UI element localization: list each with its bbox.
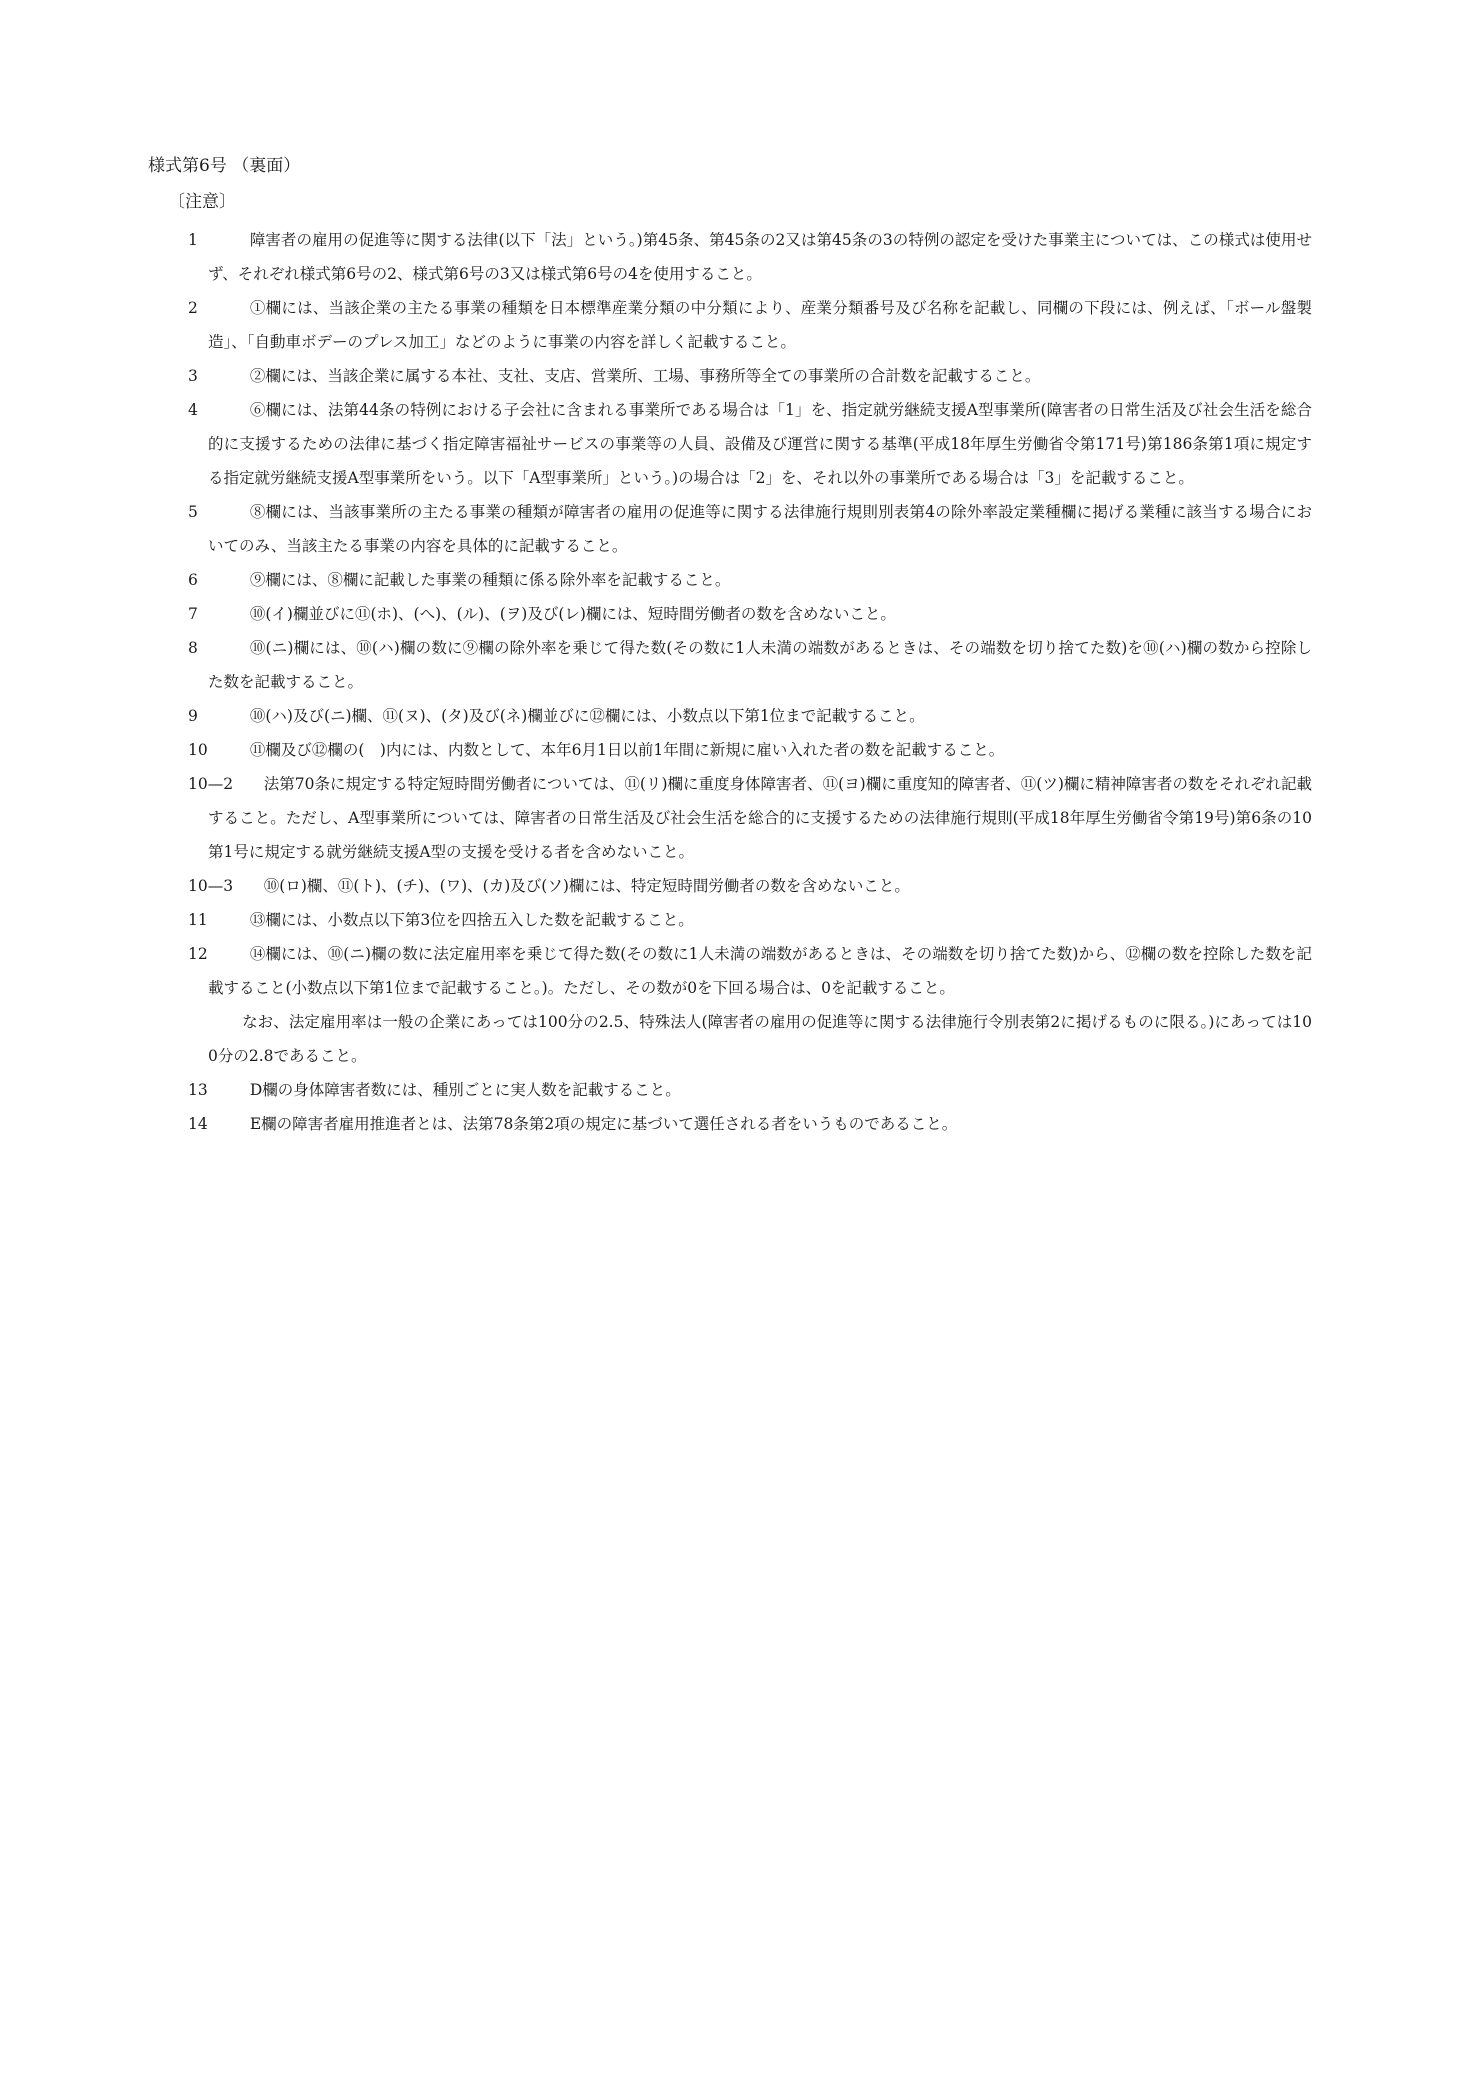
note-item bbox=[188, 393, 1312, 495]
note-number: 12 bbox=[188, 945, 208, 963]
note-text: ⑩(ニ)欄には、⑩(ハ)欄の数に⑨欄の除外率を乗じて得た数(その数に1人未満の端数があるときは、その端数を切り捨てた数)を⑩(ハ)欄の数から控除した数を記載すること。 bbox=[208, 639, 1312, 691]
note-number: 10—3 bbox=[188, 877, 234, 895]
note-number: 13 bbox=[188, 1081, 208, 1099]
note-text: 法第70条に規定する特定短時間労働者については、⑪(リ)欄に重度身体障害者、⑪(ヨ)欄に重度知的障害者、⑪(ツ)欄に精神障害者の数をそれぞれ記載すること。ただし、A型事業所については、障害者の日常生活及び社会生活を総合的に支援するための法律施行規則(平成18年厚生労働省令第19号)第6条の10第1号に規定する就労継続支援A型の支援を受ける者を含めないこと。 bbox=[208, 775, 1312, 861]
note-number: 10 bbox=[188, 741, 208, 759]
form-title: 様式第6号 （裏面） bbox=[148, 156, 301, 176]
note-number: 3 bbox=[188, 367, 198, 385]
note-number: 5 bbox=[188, 503, 198, 521]
note-item bbox=[188, 937, 1312, 1005]
note-text: ⑩(ハ)及び(ニ)欄、⑪(ヌ)、(タ)及び(ネ)欄並びに⑫欄には、小数点以下第1位まで記載すること。 bbox=[249, 707, 925, 725]
note-item bbox=[188, 1005, 1312, 1073]
note-number: 4 bbox=[188, 401, 198, 419]
note-item bbox=[188, 869, 1312, 903]
note-text: ⑭欄には、⑩(ニ)欄の数に法定雇用率を乗じて得た数(その数に1人未満の端数があるときは、その端数を切り捨てた数)から、⑫欄の数を控除した数を記載すること(小数点以下第1位まで記載すること。)。ただし、その数が0を下回る場合は、0を記載すること。 bbox=[208, 945, 1312, 997]
note-item bbox=[188, 223, 1312, 291]
note-item bbox=[188, 291, 1312, 359]
note-text: ⑩(イ)欄並びに⑪(ホ)、(へ)、(ル)、(ヲ)及び(レ)欄には、短時間労働者の数を含めないこと。 bbox=[249, 605, 896, 623]
note-number: 9 bbox=[188, 707, 198, 725]
note-item bbox=[188, 1073, 1312, 1107]
note-text: ①欄には、当該企業の主たる事業の種類を日本標準産業分類の中分類により、産業分類番号及び名称を記載し、同欄の下段には、例えば、「ボール盤製造」、「自動車ボデーのプレス加工」などのように事業の内容を詳しく記載すること。 bbox=[208, 299, 1312, 351]
note-number: 2 bbox=[188, 299, 198, 317]
note-text: ⑧欄には、当該事業所の主たる事業の種類が障害者の雇用の促進等に関する法律施行規則別表第4の除外率設定業種欄に掲げる業種に該当する場合においてのみ、当該主たる事業の内容を具体的に記載すること。 bbox=[208, 503, 1312, 555]
note-number: 10—2 bbox=[188, 775, 234, 793]
note-text: 障害者の雇用の促進等に関する法律(以下「法」という。)第45条、第45条の2又は第45条の3の特例の認定を受けた事業主については、この様式は使用せず、それぞれ様式第6号の2、様式第6号の3又は様式第6号の4を使用すること。 bbox=[208, 231, 1312, 283]
note-number: 1 bbox=[188, 231, 198, 249]
note-number: 6 bbox=[188, 571, 198, 589]
note-text: ⑥欄には、法第44条の特例における子会社に含まれる事業所である場合は「1」を、指定就労継続支援A型事業所(障害者の日常生活及び社会生活を総合的に支援するための法律に基づく指定障害福祉サービスの事業等の人員、設備及び運営に関する基準(平成18年厚生労働省令第171号)第186条第1項に規定する指定就労継続支援A型事業所をいう。以下「A型事業所」という。)の場合は「2」を、それ以外の事業所である場合は「3」を記載すること。 bbox=[208, 401, 1312, 487]
note-text: なお、法定雇用率は一般の企業にあっては100分の2.5、特殊法人(障害者の雇用の促進等に関する法律施行令別表第2に掲げるものに限る。)にあっては100分の2.8であること。 bbox=[208, 1013, 1312, 1065]
note-item bbox=[188, 495, 1312, 563]
note-text: ②欄には、当該企業に属する本社、支社、支店、営業所、工場、事務所等全ての事業所の合計数を記載すること。 bbox=[249, 367, 1041, 385]
notes-heading: 〔注意〕 bbox=[168, 192, 236, 212]
note-item bbox=[188, 359, 1312, 393]
notes-list bbox=[188, 223, 1312, 1141]
note-text: D欄の身体障害者数には、種別ごとに実人数を記載すること。 bbox=[249, 1081, 681, 1099]
note-item bbox=[188, 563, 1312, 597]
note-item bbox=[188, 733, 1312, 767]
note-number: 14 bbox=[188, 1115, 208, 1133]
note-item bbox=[188, 903, 1312, 937]
note-number: 8 bbox=[188, 639, 198, 657]
note-item bbox=[188, 767, 1312, 869]
note-text: ⑩(ロ)欄、⑪(ト)、(チ)、(ワ)、(カ)及び(ソ)欄には、特定短時間労働者の数を含めないこと。 bbox=[263, 877, 910, 895]
note-item bbox=[188, 699, 1312, 733]
note-text: ⑬欄には、小数点以下第3位を四捨五入した数を記載すること。 bbox=[249, 911, 694, 929]
note-item bbox=[188, 631, 1312, 699]
note-item bbox=[188, 1107, 1312, 1141]
note-number: 7 bbox=[188, 605, 198, 623]
note-item bbox=[188, 597, 1312, 631]
note-number: 11 bbox=[188, 911, 208, 929]
note-text: E欄の障害者雇用推進者とは、法第78条第2項の規定に基づいて選任される者をいうものであること。 bbox=[249, 1115, 958, 1133]
note-text: ⑪欄及び⑫欄の( )内には、内数として、本年6月1日以前1年間に新規に雇い入れた者の数を記載すること。 bbox=[249, 741, 1005, 759]
note-text: ⑨欄には、⑧欄に記載した事業の種類に係る除外率を記載すること。 bbox=[249, 571, 731, 589]
